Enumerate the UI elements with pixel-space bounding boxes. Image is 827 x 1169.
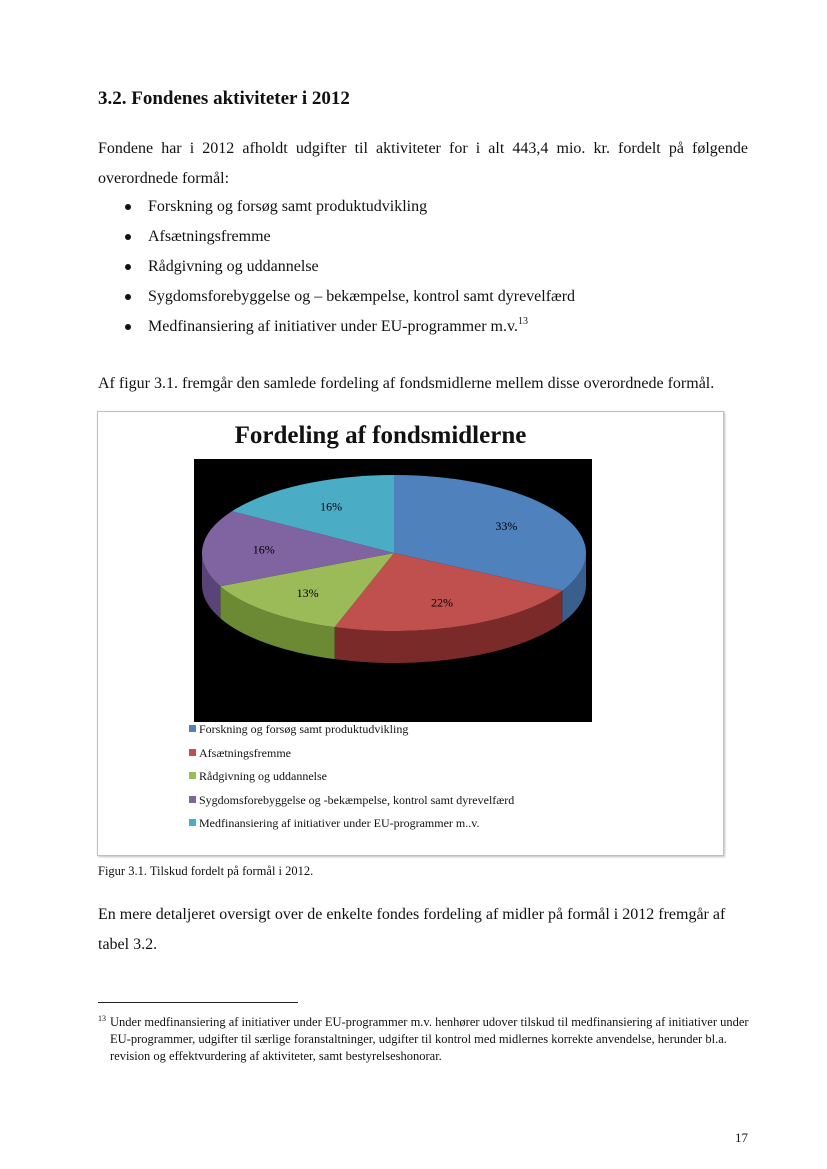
section-heading: 3.2. Fondenes aktiviteter i 2012 — [98, 88, 350, 109]
footnote — [98, 1010, 760, 1065]
bullet-icon — [125, 234, 131, 240]
pie-data-label: 13% — [296, 585, 319, 600]
legend-swatch — [189, 749, 196, 756]
outro-paragraph: En mere detaljeret oversigt over de enkelte fondes fordeling af midler på formål i 2012 fremgår af tabel 3.2. — [98, 906, 726, 953]
list-item: Sygdomsforebyggelse og – bekæmpelse, kontrol samt dyrevelfærd — [98, 282, 575, 312]
footnote-divider — [98, 1002, 298, 1003]
legend-item: Sygdomsforebyggelse og -bekæmpelse, kontrol samt dyrevelfærd — [189, 791, 514, 815]
legend-item: Afsætningsfremme — [189, 744, 514, 768]
list-item: Forskning og forsøg samt produktudvikling — [98, 192, 575, 222]
figure-intro-paragraph: Af figur 3.1. fremgår den samlede fordeling af fondsmidlerne mellem disse overordnede formål. — [98, 375, 715, 392]
legend-item: Medfinansiering af initiativer under EU-programmer m..v. — [189, 814, 514, 838]
purpose-list — [98, 192, 575, 342]
footnote-mark: 13 — [98, 1014, 106, 1023]
legend-swatch — [189, 725, 196, 732]
pie-chart — [194, 459, 592, 722]
legend-swatch — [189, 796, 196, 803]
chart-plot-area — [194, 459, 592, 722]
pie-data-label: 16% — [320, 499, 343, 514]
page-number: 17 — [735, 1130, 748, 1145]
figure-caption: Figur 3.1. Tilskud fordelt på formål i 2012. — [98, 864, 314, 878]
bullet-icon — [125, 324, 131, 330]
list-item: Afsætningsfremme — [98, 222, 575, 252]
bullet-icon — [125, 264, 131, 270]
pie-data-label: 16% — [252, 542, 275, 557]
legend-swatch — [189, 772, 196, 779]
bullet-icon — [125, 294, 131, 300]
chart-legend — [189, 720, 514, 838]
pie-data-label: 33% — [495, 519, 518, 534]
footnote-text: Under medfinansiering af initiativer under EU-programmer m.v. henhører udover tilskud til medfinansiering af initiativer under EU-programmer, udgifter til særlige foranstaltninger, udgifter til kontrol med midlernes korrekte anvendelse, herunder bl.a. revision og effektvurdering af aktiviteter, samt bestyrelseshonorar. — [110, 1015, 749, 1063]
legend-item: Forskning og forsøg samt produktudvikling — [189, 720, 514, 744]
pie-data-label: 22% — [431, 595, 454, 610]
bullet-icon — [125, 204, 131, 210]
chart-frame — [97, 411, 724, 856]
list-item: Medfinansiering af initiativer under EU-programmer m.v.$^{13}$ — [98, 312, 575, 342]
chart-title: Fordeling af fondsmidlerne — [234, 422, 527, 449]
intro-paragraph: Fondene har i 2012 afholdt udgifter til aktiviteter for i alt 443,4 mio. kr. fordelt på følgende overordnede formål: — [98, 140, 748, 187]
legend-swatch — [189, 819, 196, 826]
list-item: Rådgivning og uddannelse — [98, 252, 575, 282]
footnote-reference[interactable]: 13 — [517, 316, 528, 327]
legend-item: Rådgivning og uddannelse — [189, 767, 514, 791]
